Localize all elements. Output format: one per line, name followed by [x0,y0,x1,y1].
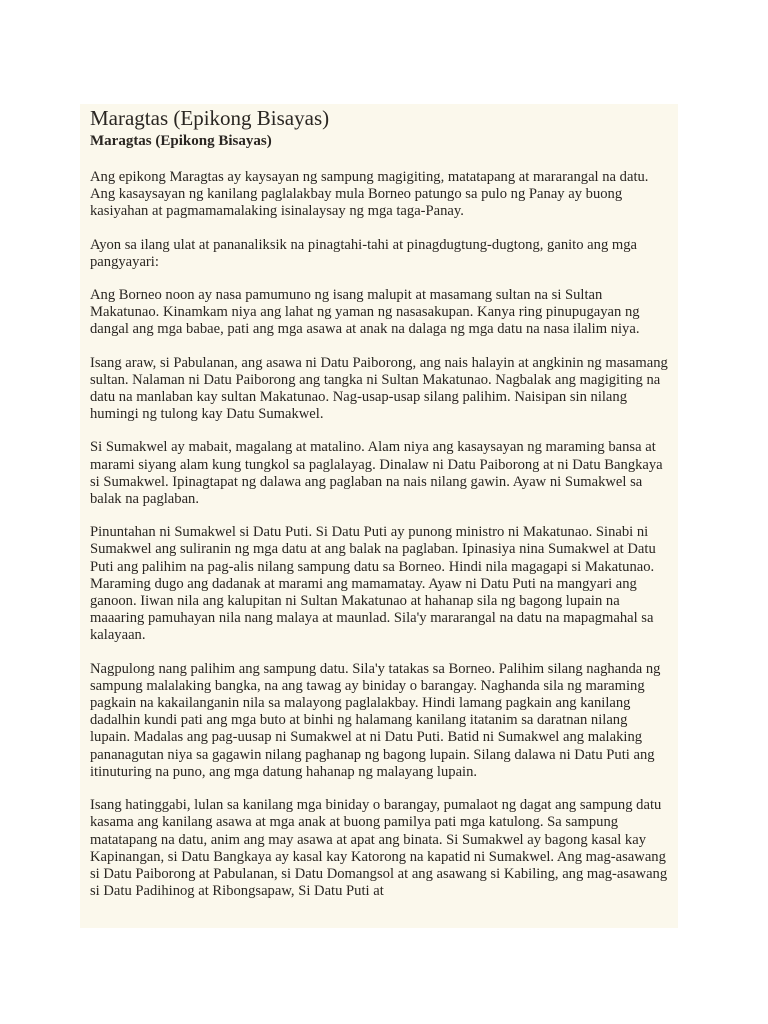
paragraph-7: Nagpulong nang palihim ang sampung datu. Sila'y tatakas sa Borneo. Palihim silang naghanda ng sampung malalaking bangka, na ang tawag ay biniday o barangay. Naghanda sila ng maraming pagkain na kakailanganin nila sa malayong paglalakbay. Hindi lamang pagkain ang kanilang dadalhin kundi pati ang mga buto at binhi ng halamang kanilang itatanim sa daratnan nilang lupain. Madalas ang pag-uusap ni Sumakwel at ni Datu Puti. Batid ni Sumakwel ang malaking pananagutan niya sa gagawin nilang paghanap ng bagong lupain. Silang dalawa ni Datu Puti ang itinuturing na puno, ang mga datung hahanap ng malayang lupain. [90,660,661,780]
document-page [80,104,678,928]
document-subtitle: Maragtas (Epikong Bisayas) [90,133,272,149]
paragraph-3: Ang Borneo noon ay nasa pamumuno ng isang malupit at masamang sultan na si Sultan Makatunao. Kinamkam niya ang lahat ng yaman ng nasasakupan. Kanya ring pinupugayan ng dangal ang mga babae, pati ang mga asawa at anak na dalaga ng mga datu na nasa ilalim niya. [90,287,640,338]
paragraph-2: Ayon sa ilang ulat at pananaliksik na pinagtahi-tahi at pinagdugtung-dugtong, ganito ang mga pangyayari: [90,236,638,270]
paragraph-8: Isang hatinggabi, lulan sa kanilang mga biniday o barangay, pumalaot ng dagat ang sampung datu kasama ang kanilang asawa at mga anak at buong pamilya pati mga katulong. Sa sampung matatapang na datu, anim ang may asawa at apat ang binata. Si Sumakwel ay bagong kasal kay Kapinangan, si Datu Bangkaya ay kasal kay Katorong na kapatid ni Sumakwel. Ang mag-asawang si Datu Paiborong at Pabulanan, si Datu Domangsol at ang asawang si Kabiling, ang mag-asawang si Datu Padihinog at Ribongsapaw, Si Datu Puti at [90,797,668,900]
paragraph-1: Ang epikong Maragtas ay kaysayan ng sampung magigiting, matatapang at mararangal na datu. Ang kasaysayan ng kanilang paglalakbay mula Borneo patungo sa pulo ng Panay ay buong kasiyahan at pagmamamalaking isinalaysay ng mga taga-Panay. [90,169,649,220]
document-content [80,104,678,900]
paragraph-4: Isang araw, si Pabulanan, ang asawa ni Datu Paiborong, ang nais halayin at angkinin ng masamang sultan. Nalaman ni Datu Paiborong ang tangka ni Sultan Makatunao. Nagbalak ang magigiting na datu na manlaban kay sultan Makatunao. Nag-usap-usap silang palihim. Naisipan sin nilang humingi ng tulong kay Datu Sumakwel. [90,354,668,423]
paragraph-5: Si Sumakwel ay mabait, magalang at matalino. Alam niya ang kasaysayan ng maraming bansa at marami siyang alam kung tungkol sa paglalayag. Dinalaw ni Datu Paiborong at ni Datu Bangkaya si Sumakwel. Ipinagtapat ng dalawa ang paglaban na nais nilang gawin. Ayaw ni Sumakwel sa balak na paglaban. [90,439,663,508]
document-title: Maragtas (Epikong Bisayas) [90,106,330,130]
paragraph-6: Pinuntahan ni Sumakwel si Datu Puti. Si Datu Puti ay punong ministro ni Makatunao. Sinabi ni Sumakwel ang suliranin ng mga datu at ang balak na paglaban. Ipinasiya nina Sumakwel at Datu Puti ang palihim na pag-alis nilang sampung datu sa Borneo. Hindi nila magagapi si Makatunao. Maraming dugo ang dadanak at marami ang mamamatay. Ayaw ni Datu Puti na mangyari ang ganoon. Iiwan nila ang kalupitan ni Sultan Makatunao at hahanap sila ng bagong lupain na maaaring pamuhayan nila nang malaya at maunlad. Sila'y mararangal na datu na mapagmahal sa kalayaan. [90,524,656,644]
